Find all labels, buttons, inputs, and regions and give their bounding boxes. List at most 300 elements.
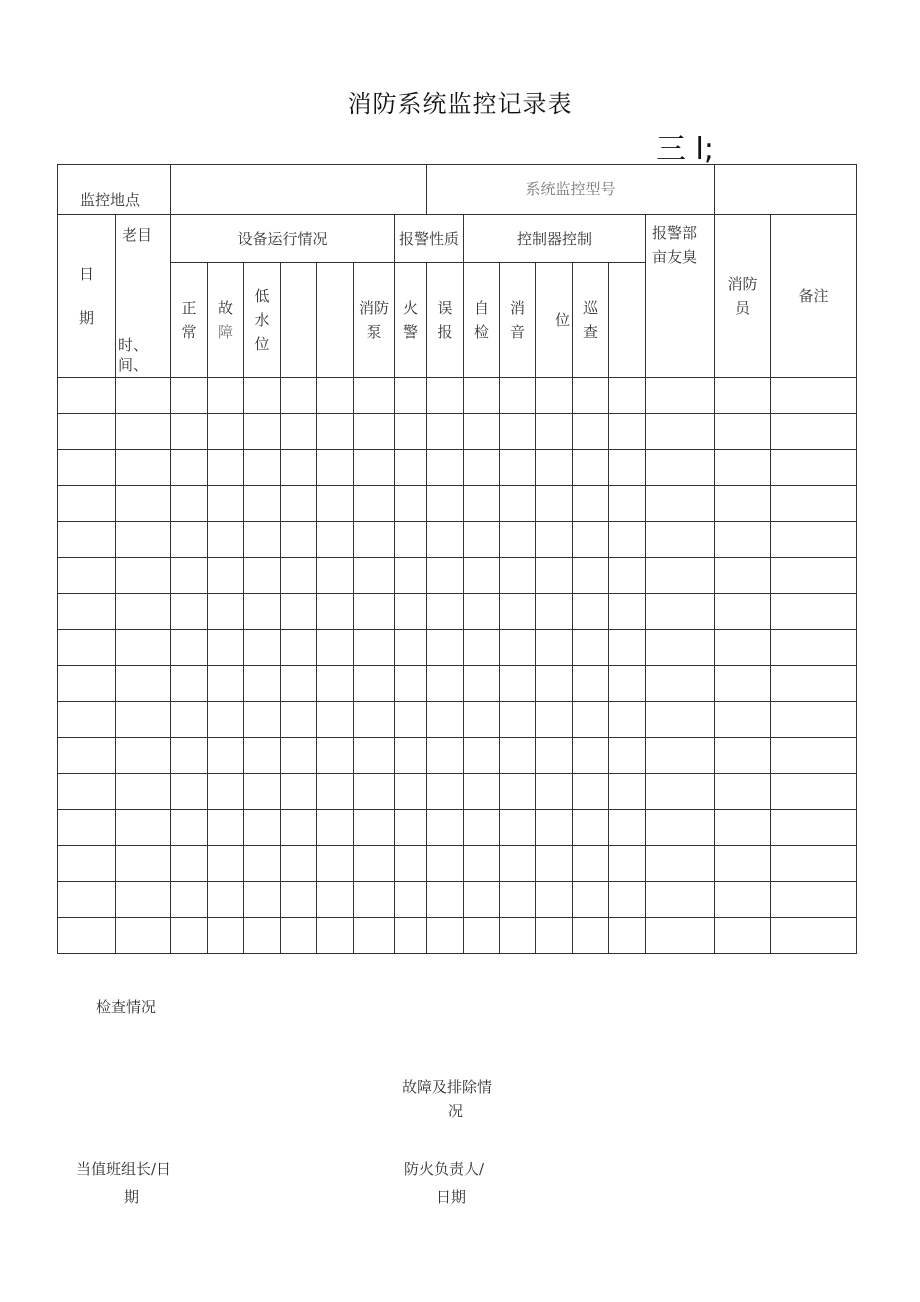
table-cell[interactable] bbox=[116, 882, 171, 918]
table-cell[interactable] bbox=[171, 414, 208, 450]
table-cell[interactable] bbox=[58, 702, 116, 738]
table-cell[interactable] bbox=[536, 522, 573, 558]
table-cell[interactable] bbox=[116, 666, 171, 702]
table-cell[interactable] bbox=[500, 774, 536, 810]
table-cell[interactable] bbox=[464, 414, 500, 450]
normal-label: 正常 bbox=[181, 299, 197, 341]
table-cell[interactable] bbox=[646, 846, 715, 882]
table-cell[interactable] bbox=[646, 666, 715, 702]
table-cell[interactable] bbox=[609, 558, 646, 594]
table-cell[interactable] bbox=[317, 558, 354, 594]
table-cell[interactable] bbox=[536, 918, 573, 954]
table-cell[interactable] bbox=[464, 594, 500, 630]
table-cell[interactable] bbox=[208, 630, 244, 666]
table-cell[interactable] bbox=[395, 810, 427, 846]
table-cell[interactable] bbox=[646, 774, 715, 810]
table-cell[interactable] bbox=[116, 702, 171, 738]
table-cell[interactable] bbox=[427, 810, 464, 846]
table-cell[interactable] bbox=[573, 522, 609, 558]
table-cell[interactable] bbox=[573, 378, 609, 414]
table-cell[interactable] bbox=[427, 666, 464, 702]
table-cell[interactable] bbox=[317, 666, 354, 702]
table-cell[interactable] bbox=[395, 630, 427, 666]
table-cell[interactable] bbox=[536, 738, 573, 774]
table-cell[interactable] bbox=[646, 630, 715, 666]
table-cell[interactable] bbox=[395, 594, 427, 630]
table-cell[interactable] bbox=[609, 882, 646, 918]
table-cell[interactable] bbox=[427, 738, 464, 774]
table-cell[interactable] bbox=[58, 630, 116, 666]
table-cell[interactable] bbox=[573, 918, 609, 954]
table-cell[interactable] bbox=[58, 846, 116, 882]
table-cell[interactable] bbox=[317, 594, 354, 630]
table-cell[interactable] bbox=[573, 846, 609, 882]
table-cell[interactable] bbox=[208, 522, 244, 558]
table-cell[interactable] bbox=[244, 558, 281, 594]
table-cell[interactable] bbox=[500, 414, 536, 450]
table-cell[interactable] bbox=[354, 450, 395, 486]
table-cell[interactable] bbox=[281, 450, 317, 486]
table-cell[interactable] bbox=[500, 738, 536, 774]
table-cell[interactable] bbox=[573, 738, 609, 774]
table-cell[interactable] bbox=[171, 630, 208, 666]
table-cell[interactable] bbox=[427, 846, 464, 882]
table-cell[interactable] bbox=[573, 450, 609, 486]
table-cell[interactable] bbox=[171, 810, 208, 846]
table-cell[interactable] bbox=[281, 378, 317, 414]
table-cell[interactable] bbox=[244, 450, 281, 486]
table-cell[interactable] bbox=[281, 630, 317, 666]
table-cell[interactable] bbox=[573, 774, 609, 810]
table-cell[interactable] bbox=[464, 738, 500, 774]
table-cell[interactable] bbox=[715, 810, 771, 846]
table-cell[interactable] bbox=[58, 558, 116, 594]
table-cell[interactable] bbox=[354, 738, 395, 774]
table-cell[interactable] bbox=[354, 666, 395, 702]
table-cell[interactable] bbox=[646, 450, 715, 486]
blank-header-1 bbox=[281, 263, 317, 378]
table-cell[interactable] bbox=[208, 918, 244, 954]
table-cell[interactable] bbox=[646, 738, 715, 774]
table-cell[interactable] bbox=[244, 486, 281, 522]
table-cell[interactable] bbox=[317, 414, 354, 450]
table-cell[interactable] bbox=[171, 738, 208, 774]
table-cell[interactable] bbox=[244, 666, 281, 702]
table-cell[interactable] bbox=[771, 522, 857, 558]
table-cell[interactable] bbox=[208, 414, 244, 450]
table-cell[interactable] bbox=[609, 918, 646, 954]
table-cell[interactable] bbox=[715, 630, 771, 666]
table-cell[interactable] bbox=[281, 882, 317, 918]
table-cell[interactable] bbox=[771, 702, 857, 738]
table-cell[interactable] bbox=[573, 702, 609, 738]
table-cell[interactable] bbox=[116, 738, 171, 774]
table-cell[interactable] bbox=[771, 882, 857, 918]
table-cell[interactable] bbox=[354, 486, 395, 522]
table-cell[interactable] bbox=[171, 882, 208, 918]
table-cell[interactable] bbox=[427, 594, 464, 630]
table-cell[interactable] bbox=[464, 486, 500, 522]
table-cell[interactable] bbox=[536, 630, 573, 666]
table-cell[interactable] bbox=[500, 522, 536, 558]
table-cell[interactable] bbox=[573, 666, 609, 702]
table-cell[interactable] bbox=[609, 630, 646, 666]
table-cell[interactable] bbox=[715, 918, 771, 954]
table-cell[interactable] bbox=[208, 846, 244, 882]
table-cell[interactable] bbox=[354, 558, 395, 594]
table-cell[interactable] bbox=[646, 882, 715, 918]
table-cell[interactable] bbox=[536, 774, 573, 810]
table-cell[interactable] bbox=[116, 774, 171, 810]
table-cell[interactable] bbox=[317, 630, 354, 666]
table-cell[interactable] bbox=[427, 918, 464, 954]
table-cell[interactable] bbox=[464, 774, 500, 810]
table-cell[interactable] bbox=[609, 486, 646, 522]
table-cell[interactable] bbox=[395, 774, 427, 810]
table-cell[interactable] bbox=[427, 630, 464, 666]
table-cell[interactable] bbox=[536, 846, 573, 882]
table-cell[interactable] bbox=[281, 594, 317, 630]
table-cell[interactable] bbox=[317, 810, 354, 846]
table-cell[interactable] bbox=[208, 666, 244, 702]
table-cell[interactable] bbox=[171, 594, 208, 630]
table-cell[interactable] bbox=[58, 810, 116, 846]
model-value-cell[interactable] bbox=[715, 165, 857, 215]
table-cell[interactable] bbox=[244, 702, 281, 738]
normal-header bbox=[171, 263, 208, 378]
table-cell[interactable] bbox=[646, 810, 715, 846]
table-cell[interactable] bbox=[281, 810, 317, 846]
table-cell[interactable] bbox=[58, 666, 116, 702]
table-cell[interactable] bbox=[171, 486, 208, 522]
table-cell[interactable] bbox=[208, 450, 244, 486]
table-cell[interactable] bbox=[317, 378, 354, 414]
table-cell[interactable] bbox=[281, 918, 317, 954]
table-cell[interactable] bbox=[771, 630, 857, 666]
table-cell[interactable] bbox=[715, 882, 771, 918]
table-cell[interactable] bbox=[171, 558, 208, 594]
table-cell[interactable] bbox=[354, 522, 395, 558]
table-cell[interactable] bbox=[395, 846, 427, 882]
table-cell[interactable] bbox=[464, 630, 500, 666]
table-cell[interactable] bbox=[281, 666, 317, 702]
table-cell[interactable] bbox=[771, 810, 857, 846]
table-cell[interactable] bbox=[427, 774, 464, 810]
table-cell[interactable] bbox=[244, 810, 281, 846]
table-cell[interactable] bbox=[427, 882, 464, 918]
table-cell[interactable] bbox=[715, 666, 771, 702]
table-cell[interactable] bbox=[500, 810, 536, 846]
table-cell[interactable] bbox=[354, 882, 395, 918]
table-cell[interactable] bbox=[715, 522, 771, 558]
table-cell[interactable] bbox=[646, 378, 715, 414]
table-cell[interactable] bbox=[395, 738, 427, 774]
table-cell[interactable] bbox=[395, 414, 427, 450]
table-cell[interactable] bbox=[573, 414, 609, 450]
table-cell[interactable] bbox=[609, 846, 646, 882]
table-cell[interactable] bbox=[715, 846, 771, 882]
table-cell[interactable] bbox=[317, 702, 354, 738]
table-cell[interactable] bbox=[536, 450, 573, 486]
table-cell[interactable] bbox=[536, 594, 573, 630]
table-cell[interactable] bbox=[317, 774, 354, 810]
table-cell[interactable] bbox=[208, 594, 244, 630]
table-cell[interactable] bbox=[116, 630, 171, 666]
table-cell[interactable] bbox=[116, 594, 171, 630]
table-cell[interactable] bbox=[58, 882, 116, 918]
table-cell[interactable] bbox=[573, 810, 609, 846]
table-cell[interactable] bbox=[208, 882, 244, 918]
table-cell[interactable] bbox=[116, 486, 171, 522]
table-cell[interactable] bbox=[609, 414, 646, 450]
table-cell[interactable] bbox=[58, 522, 116, 558]
table-cell[interactable] bbox=[281, 522, 317, 558]
table-cell[interactable] bbox=[208, 558, 244, 594]
table-cell[interactable] bbox=[395, 558, 427, 594]
table-cell[interactable] bbox=[500, 450, 536, 486]
table-cell[interactable] bbox=[208, 810, 244, 846]
table-cell[interactable] bbox=[536, 666, 573, 702]
table-cell[interactable] bbox=[317, 522, 354, 558]
table-cell[interactable] bbox=[536, 810, 573, 846]
table-cell[interactable] bbox=[395, 378, 427, 414]
table-cell[interactable] bbox=[715, 558, 771, 594]
table-cell[interactable] bbox=[427, 450, 464, 486]
table-cell[interactable] bbox=[609, 666, 646, 702]
table-cell[interactable] bbox=[715, 702, 771, 738]
table-cell[interactable] bbox=[244, 774, 281, 810]
table-cell[interactable] bbox=[116, 378, 171, 414]
table-cell[interactable] bbox=[317, 846, 354, 882]
table-cell[interactable] bbox=[395, 666, 427, 702]
table-cell[interactable] bbox=[208, 774, 244, 810]
table-cell[interactable] bbox=[771, 846, 857, 882]
table-cell[interactable] bbox=[244, 846, 281, 882]
table-cell[interactable] bbox=[771, 414, 857, 450]
table-cell[interactable] bbox=[281, 414, 317, 450]
table-cell[interactable] bbox=[573, 486, 609, 522]
table-cell[interactable] bbox=[354, 594, 395, 630]
table-cell[interactable] bbox=[281, 702, 317, 738]
table-cell[interactable] bbox=[171, 378, 208, 414]
table-cell[interactable] bbox=[573, 630, 609, 666]
table-cell[interactable] bbox=[354, 846, 395, 882]
table-cell[interactable] bbox=[244, 594, 281, 630]
table-cell[interactable] bbox=[116, 846, 171, 882]
table-cell[interactable] bbox=[58, 486, 116, 522]
table-cell[interactable] bbox=[464, 882, 500, 918]
table-cell[interactable] bbox=[536, 558, 573, 594]
table-cell[interactable] bbox=[464, 558, 500, 594]
table-cell[interactable] bbox=[58, 774, 116, 810]
table-cell[interactable] bbox=[500, 666, 536, 702]
table-cell[interactable] bbox=[281, 558, 317, 594]
table-cell[interactable] bbox=[500, 558, 536, 594]
table-cell[interactable] bbox=[500, 594, 536, 630]
table-cell[interactable] bbox=[58, 594, 116, 630]
location-value-cell[interactable] bbox=[171, 165, 427, 215]
table-cell[interactable] bbox=[427, 486, 464, 522]
table-cell[interactable] bbox=[573, 558, 609, 594]
table-cell[interactable] bbox=[395, 918, 427, 954]
table-cell[interactable] bbox=[646, 558, 715, 594]
table-cell[interactable] bbox=[354, 414, 395, 450]
fault-handling-label-1: 故障及排除情 bbox=[402, 1078, 493, 1096]
table-cell[interactable] bbox=[536, 486, 573, 522]
table-cell[interactable] bbox=[116, 522, 171, 558]
table-cell[interactable] bbox=[500, 846, 536, 882]
table-cell[interactable] bbox=[715, 594, 771, 630]
table-cell[interactable] bbox=[646, 414, 715, 450]
table-cell[interactable] bbox=[395, 486, 427, 522]
table-cell[interactable] bbox=[771, 378, 857, 414]
table-cell[interactable] bbox=[427, 702, 464, 738]
table-cell[interactable] bbox=[58, 918, 116, 954]
table-cell[interactable] bbox=[609, 774, 646, 810]
table-cell[interactable] bbox=[171, 846, 208, 882]
table-cell[interactable] bbox=[354, 918, 395, 954]
table-cell[interactable] bbox=[244, 918, 281, 954]
firefighter-header bbox=[715, 215, 771, 378]
table-cell[interactable] bbox=[464, 702, 500, 738]
table-cell[interactable] bbox=[464, 522, 500, 558]
table-cell[interactable] bbox=[354, 702, 395, 738]
table-cell[interactable] bbox=[609, 450, 646, 486]
table-cell[interactable] bbox=[58, 738, 116, 774]
table-cell[interactable] bbox=[116, 558, 171, 594]
table-cell[interactable] bbox=[646, 918, 715, 954]
table-cell[interactable] bbox=[171, 702, 208, 738]
low-water-header bbox=[244, 263, 281, 378]
table-cell[interactable] bbox=[317, 486, 354, 522]
table-cell[interactable] bbox=[354, 810, 395, 846]
table-cell[interactable] bbox=[244, 630, 281, 666]
table-cell[interactable] bbox=[609, 522, 646, 558]
table-row bbox=[58, 918, 857, 954]
table-cell[interactable] bbox=[208, 486, 244, 522]
table-cell[interactable] bbox=[427, 378, 464, 414]
table-cell[interactable] bbox=[464, 378, 500, 414]
table-cell[interactable] bbox=[317, 738, 354, 774]
table-cell[interactable] bbox=[771, 666, 857, 702]
table-cell[interactable] bbox=[58, 378, 116, 414]
fire-alarm-header bbox=[395, 263, 427, 378]
table-cell[interactable] bbox=[536, 378, 573, 414]
table-cell[interactable] bbox=[646, 486, 715, 522]
table-cell[interactable] bbox=[281, 486, 317, 522]
table-cell[interactable] bbox=[395, 450, 427, 486]
table-cell[interactable] bbox=[464, 450, 500, 486]
table-cell[interactable] bbox=[573, 594, 609, 630]
table-cell[interactable] bbox=[208, 738, 244, 774]
table-cell[interactable] bbox=[646, 522, 715, 558]
table-cell[interactable] bbox=[771, 738, 857, 774]
table-cell[interactable] bbox=[715, 486, 771, 522]
table-cell[interactable] bbox=[609, 702, 646, 738]
table-cell[interactable] bbox=[395, 882, 427, 918]
table-cell[interactable] bbox=[116, 918, 171, 954]
table-cell[interactable] bbox=[116, 450, 171, 486]
table-cell[interactable] bbox=[536, 414, 573, 450]
table-cell[interactable] bbox=[354, 378, 395, 414]
table-cell[interactable] bbox=[573, 882, 609, 918]
table-cell[interactable] bbox=[281, 774, 317, 810]
table-cell[interactable] bbox=[715, 378, 771, 414]
table-cell[interactable] bbox=[771, 774, 857, 810]
table-cell[interactable] bbox=[536, 702, 573, 738]
table-cell[interactable] bbox=[208, 702, 244, 738]
table-cell[interactable] bbox=[500, 630, 536, 666]
table-cell[interactable] bbox=[244, 378, 281, 414]
table-cell[interactable] bbox=[281, 738, 317, 774]
table-cell[interactable] bbox=[771, 594, 857, 630]
table-cell[interactable] bbox=[58, 414, 116, 450]
table-cell[interactable] bbox=[354, 774, 395, 810]
table-row bbox=[58, 486, 857, 522]
table-cell[interactable] bbox=[536, 882, 573, 918]
table-cell[interactable] bbox=[609, 594, 646, 630]
table-cell[interactable] bbox=[395, 702, 427, 738]
table-cell[interactable] bbox=[771, 558, 857, 594]
table-cell[interactable] bbox=[171, 774, 208, 810]
table-cell[interactable] bbox=[715, 738, 771, 774]
table-cell[interactable] bbox=[646, 702, 715, 738]
table-cell[interactable] bbox=[500, 378, 536, 414]
table-cell[interactable] bbox=[171, 666, 208, 702]
table-cell[interactable] bbox=[244, 522, 281, 558]
table-cell[interactable] bbox=[771, 450, 857, 486]
table-cell[interactable] bbox=[500, 702, 536, 738]
table-cell[interactable] bbox=[609, 810, 646, 846]
table-cell[interactable] bbox=[281, 846, 317, 882]
table-cell[interactable] bbox=[354, 630, 395, 666]
table-cell[interactable] bbox=[58, 450, 116, 486]
table-cell[interactable] bbox=[500, 882, 536, 918]
table-cell[interactable] bbox=[317, 882, 354, 918]
table-cell[interactable] bbox=[427, 558, 464, 594]
table-cell[interactable] bbox=[500, 486, 536, 522]
table-cell[interactable] bbox=[317, 450, 354, 486]
table-cell[interactable] bbox=[771, 918, 857, 954]
table-cell[interactable] bbox=[609, 738, 646, 774]
table-cell[interactable] bbox=[464, 846, 500, 882]
table-cell[interactable] bbox=[395, 522, 427, 558]
table-cell[interactable] bbox=[116, 810, 171, 846]
table-cell[interactable] bbox=[464, 810, 500, 846]
table-cell[interactable] bbox=[464, 918, 500, 954]
table-cell[interactable] bbox=[715, 774, 771, 810]
table-cell[interactable] bbox=[116, 414, 171, 450]
table-cell[interactable] bbox=[244, 414, 281, 450]
table-cell[interactable] bbox=[427, 522, 464, 558]
table-cell[interactable] bbox=[244, 738, 281, 774]
table-cell[interactable] bbox=[464, 666, 500, 702]
table-cell[interactable] bbox=[244, 882, 281, 918]
table-cell[interactable] bbox=[208, 378, 244, 414]
table-cell[interactable] bbox=[771, 486, 857, 522]
table-cell[interactable] bbox=[609, 378, 646, 414]
table-cell[interactable] bbox=[171, 450, 208, 486]
table-cell[interactable] bbox=[500, 918, 536, 954]
table-cell[interactable] bbox=[715, 414, 771, 450]
table-cell[interactable] bbox=[646, 594, 715, 630]
table-cell[interactable] bbox=[317, 918, 354, 954]
table-cell[interactable] bbox=[715, 450, 771, 486]
table-cell[interactable] bbox=[171, 918, 208, 954]
table-cell[interactable] bbox=[427, 414, 464, 450]
table-cell[interactable] bbox=[171, 522, 208, 558]
fire-officer-label-1: 防火负责人/ bbox=[404, 1160, 485, 1178]
